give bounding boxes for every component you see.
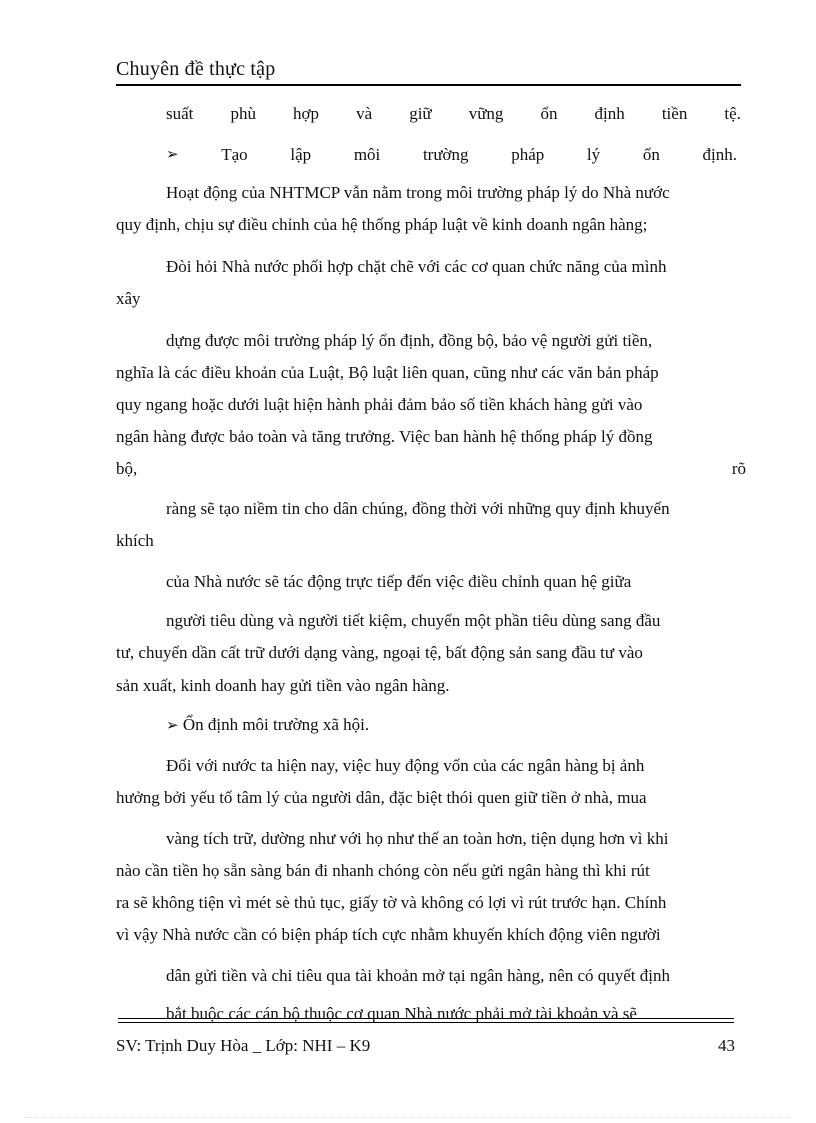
footer-student-info: SV: Trịnh Duy Hòa _ Lớp: NHI – K9 — [116, 1036, 371, 1055]
text-line: của Nhà nước sẽ tác động trực tiếp đến việc điều chỉnh quan hệ giữa — [166, 572, 632, 591]
text-line: tư, chuyển dần cất trữ dưới dạng vàng, ngoại tệ, bất động sản sang đầu tư vào — [116, 643, 643, 662]
word: hợp — [293, 104, 320, 123]
word: tệ. — [724, 104, 741, 123]
word: định. — [702, 145, 737, 164]
text-line: nghĩa là các điều khoản của Luật, Bộ luật liên quan, cũng như các văn bản pháp — [116, 363, 659, 382]
word: Tạo — [221, 145, 248, 164]
text-line: vì vậy Nhà nước cần có biện pháp tích cực nhằm khuyến khích động viên người — [116, 925, 661, 944]
word: vững — [468, 104, 504, 123]
text-line: Đối với nước ta hiện nay, việc huy động vốn của các ngân hàng bị ảnh — [166, 756, 645, 775]
text-line: người tiêu dùng và người tiết kiệm, chuyển một phần tiêu dùng sang đầu — [166, 611, 661, 630]
word: môi — [353, 145, 381, 164]
text-line: hưởng bởi yếu tố tâm lý của người dân, đặc biệt thói quen giữ tiền ở nhà, mua — [116, 788, 647, 807]
text-line: vàng tích trữ, dường như với họ như thế an toàn hơn, tiện dụng hơn vì khi — [166, 829, 669, 848]
word: giữ — [409, 104, 432, 123]
page-number: 43 — [718, 1036, 735, 1055]
text-line: khích — [116, 531, 154, 550]
arrow-bullet-icon: ➢ — [166, 718, 179, 734]
text-line: Hoạt động của NHTMCP vẫn nằm trong môi trường pháp lý do Nhà nước — [166, 183, 670, 202]
word: bộ, — [116, 459, 138, 478]
text-line: quy định, chịu sự điều chỉnh của hệ thống pháp luật về kinh doanh ngân hàng; — [116, 215, 648, 234]
line-2-bullet — [166, 145, 737, 165]
word: định — [594, 104, 625, 123]
text-line-clipped: bắt buộc các cán bộ thuộc cơ quan Nhà nước phải mở tài khoản và sẽ — [166, 1004, 637, 1023]
text-line: Đòi hỏi Nhà nước phối hợp chặt chẽ với các cơ quan chức năng của mình — [166, 257, 667, 276]
word: rõ — [731, 459, 746, 478]
word: suất — [166, 104, 194, 123]
word: phù — [230, 104, 256, 123]
arrow-bullet-icon: ➢ — [166, 147, 179, 163]
text-line: ra sẽ không tiện vì mét sè thủ tục, giấy tờ và không có lợi vì rút trước hạn. Chính — [116, 893, 667, 912]
text-line-justified — [116, 459, 746, 479]
word: và — [356, 104, 373, 123]
footer-divider — [118, 1018, 734, 1019]
page-header-title: Chuyên đề thực tập — [116, 58, 276, 80]
text-line: ngân hàng được bảo toàn và tăng trưởng. Việc ban hành hệ thống pháp lý đồng — [116, 427, 653, 446]
text-line: sản xuất, kinh doanh hay gửi tiền vào ngân hàng. — [116, 676, 450, 695]
text-line: dựng được môi trường pháp lý ổn định, đồng bộ, bảo vệ người gửi tiền, — [166, 331, 653, 350]
bullet-text: Ổn định môi trường xã hội. — [182, 715, 370, 734]
text-line: dân gửi tiền và chi tiêu qua tài khoản mở tại ngân hàng, nên có quyết định — [166, 966, 670, 985]
word: lập — [290, 145, 312, 164]
word: pháp — [511, 145, 545, 164]
word: tiền — [661, 104, 688, 123]
line-1 — [166, 104, 741, 124]
text-line: ràng sẽ tạo niềm tin cho dân chúng, đồng thời với những quy định khuyến — [166, 499, 670, 518]
footer-divider — [118, 1022, 734, 1023]
page-bottom-dotted-line — [24, 1117, 792, 1118]
word: ổn — [540, 104, 558, 123]
header-divider — [116, 84, 741, 86]
word: ổn — [642, 145, 660, 164]
text-line: xây — [116, 289, 141, 308]
word: lý — [586, 145, 601, 164]
bullet-line — [166, 715, 369, 736]
text-line: nào cần tiền họ sẵn sàng bán đi nhanh chóng còn nếu gửi ngân hàng thì khi rút — [116, 861, 650, 880]
text-line: quy ngang hoặc dưới luật hiện hành phải đảm bảo số tiền khách hàng gửi vào — [116, 395, 643, 414]
word: trường — [422, 145, 469, 164]
